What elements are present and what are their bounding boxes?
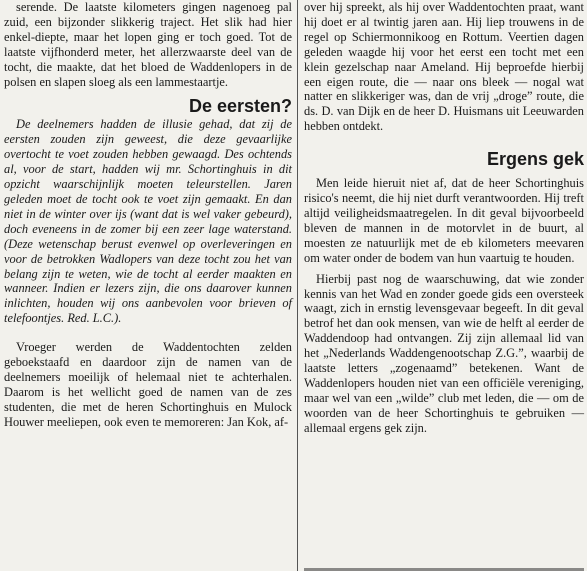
right-paragraph-3: Hierbij past nog de waarschuwing, dat wie zonder kennis van het Wad en zonder goede gids een oversteek waagt, zich in ernstig levensgevaar begeeft. In dit geval betrof het dan ook mensen, van wie de helft al eerder de Waddendoop had ontvangen. Zij zijn allemaal lid van het „Nederlands Waddengenootschap Z.G.”, waarbij de laatste letters „zogenaamd” betekenen. Want de Waddenlopers houden niet van een officiële vereniging, maar wel van een „wilde” club met leden, die — om de woorden van de heer Schortinghuis te gebruiken — allemaal ergens gek zijn. — [304, 271, 584, 435]
right-column — [304, 0, 584, 436]
heading-de-eersten: De eersten? — [188, 96, 292, 117]
right-paragraph-2: Men leide hieruit niet af, dat de heer Schortinghuis risico's neemt, die hij niet durft verantwoorden. Hij treft altijd veiligheidsmaatregelen. In dit geval bijvoorbeeld bleven de mannen in de motorvlet in de buurt, al moesten ze natuurlijk met de eb kilometers meevaren om water onder de bodem van hun vaartuig te houden. — [304, 176, 584, 265]
column-divider — [297, 0, 298, 571]
left-paragraph-1: serende. De laatste kilometers gingen nagenoeg pal zuid, een bijzonder slikkerig traject. Het slik had hier enkel-diepte, maar het lopen ging er toch goed. Tot de laatste vijfhonderd meter, het allerzwaarste deel van de tocht, die maakte, dat het bloed de Waddenlopers in de polsen en slapen sloeg als een lammestaartje. — [4, 0, 292, 89]
left-paragraph-3: Vroeger werden de Waddentochten zelden geboekstaafd en daardoor zijn de namen van de deelnemers moeilijk of helemaal niet te achterhalen. Daarom is het wellicht goed de namen van de zes studenten, die met de heren Schortinghuis en Mulock Houwer meeliepen, ook even te memoreren: Jan Kok, af- — [4, 340, 292, 429]
heading-ergens-gek: Ergens gek — [486, 149, 584, 170]
right-paragraph-1: over hij spreekt, als hij over Waddentochten praat, want hij doet er al twintig jaren aan. Hij liep trouwens in de regel op Schiermonnikoog en Rottum. Veertien dagen geleden waagde hij voor het eerst een tocht met een klein gezelschap naar Ameland. Hij beproefde hierbij een eigen route, die — naar ons bleek — nogal wat natter en slikkeriger was, dan de vrij „droge” route, die ds. D. van Dijk en de heer D. Huismans uit Leeuwarden hebben ontdekt. — [304, 0, 584, 134]
left-paragraph-2: De deelnemers hadden de illusie gehad, dat zij de eersten zouden zijn geweest, die deze gevaarlijke overtocht te voet zouden hebben gewaagd. Des ochtends al, voor de start, hadden wij mr. Schortinghuis in dit opzicht waarschijnlijk moeten teleurstellen. Jaren geleden moet de tocht ook te voet zijn gemaakt. En dan niet in de winter over ijs (want dat is wel vaker gebeurd), doch eveneens in de zomer bij een zeer lage waterstand. (Deze wetenschap berust evenwel op overleveringen en voor de betrokken Wadlopers van deze tocht zou het van belang zijn te weten, wie de tocht al eerder maakten en wanneer. Indien er lezers zijn, die ons daarover kunnen inlichten, houden wij ons aanbevolen voor brieven of telefoontjes. Red. L.C.). — [4, 117, 292, 326]
left-column — [4, 0, 292, 430]
